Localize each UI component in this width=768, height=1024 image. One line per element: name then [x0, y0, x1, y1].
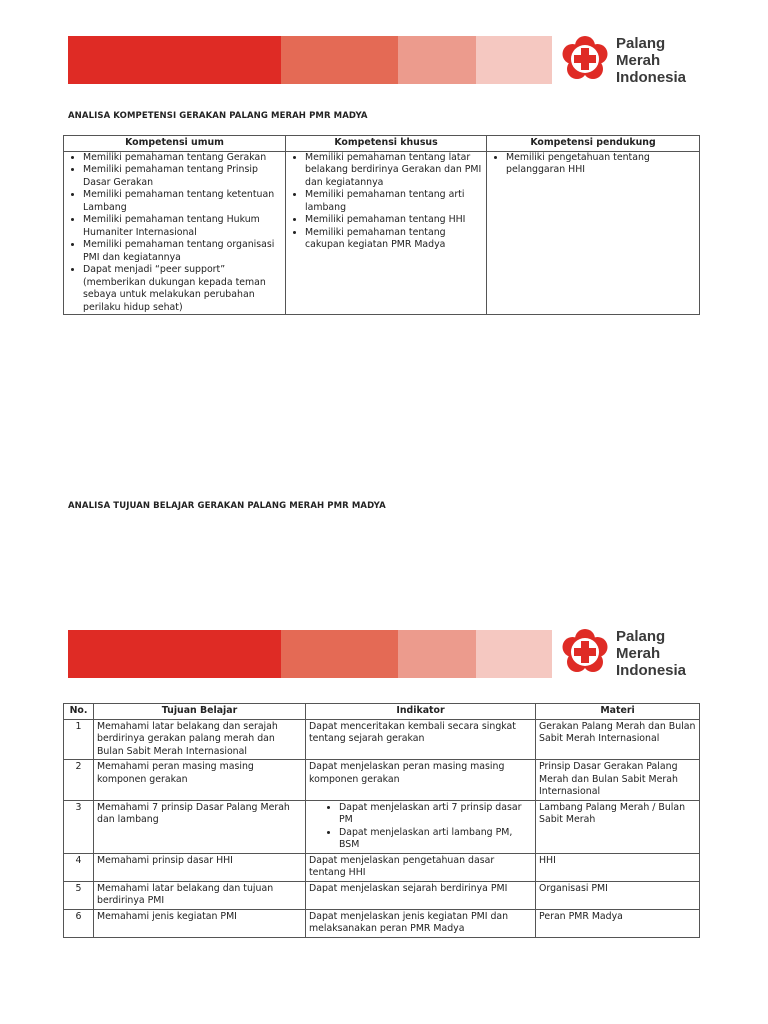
list-item: • Memiliki pengetahuan tentang pelanggaran HHI: [506, 152, 696, 177]
column-header: Indikator: [306, 704, 536, 720]
row-number: 5: [64, 881, 94, 909]
column-header: No.: [64, 704, 94, 720]
kompetensi-pendukung-cell: [487, 151, 700, 315]
list-item: • Memiliki pemahaman tentang cakupan kegiatan PMR Madya: [305, 227, 483, 252]
kompetensi-umum-cell: [64, 151, 286, 315]
list-item: • Dapat menjelaskan arti 7 prinsip dasar PM: [339, 802, 532, 827]
list-item: • Memiliki pemahaman tentang Hukum Humaniter Internasional: [83, 214, 282, 239]
pmi-logo: [560, 628, 686, 679]
logo-line: Indonesia: [616, 69, 687, 86]
indikator-cell: [306, 800, 536, 853]
logo-line: Palang: [616, 35, 666, 52]
indikator-cell: Dapat menceritakan kembali secara singkat tentang sejarah gerakan: [306, 719, 536, 760]
learning-objectives-table: [63, 703, 700, 938]
row-number: 6: [64, 909, 94, 937]
logo-line: Palang: [616, 628, 666, 645]
list-item: • Memiliki pemahaman tentang latar belakang berdirinya Gerakan dan PMI dan kegiatannya: [305, 152, 483, 190]
row-number: 4: [64, 853, 94, 881]
indikator-cell: Dapat menjelaskan jenis kegiatan PMI dan melaksanakan peran PMR Madya: [306, 909, 536, 937]
list-item: • Dapat menjadi “peer support” (memberikan dukungan kepada teman sebaya untuk melakukan perubahan perilaku hidup sehat): [83, 264, 282, 314]
row-number: 1: [64, 719, 94, 760]
competency-table: [63, 135, 700, 315]
materi-cell: HHI: [536, 853, 700, 881]
header-banner: [68, 36, 552, 84]
column-header: Kompetensi pendukung: [487, 136, 700, 152]
list-item: • Memiliki pemahaman tentang organisasi PMI dan kegiatannya: [83, 239, 282, 264]
list-item: • Memiliki pemahaman tentang Prinsip Dasar Gerakan: [83, 164, 282, 189]
table-row: [64, 853, 700, 881]
table-row: [64, 909, 700, 937]
list-item: • Memiliki pemahaman tentang ketentuan Lambang: [83, 189, 282, 214]
table-row: [64, 719, 700, 760]
list-item: • Memiliki pemahaman tentang arti lambang: [305, 189, 483, 214]
row-number: 3: [64, 800, 94, 853]
list-item: • Memiliki pemahaman tentang Gerakan: [83, 152, 282, 165]
logo-line: Merah: [616, 645, 661, 662]
tujuan-cell: Memahami peran masing masing komponen gerakan: [94, 760, 306, 801]
column-header: Materi: [536, 704, 700, 720]
indikator-cell: Dapat menjelaskan pengetahuan dasar tentang HHI: [306, 853, 536, 881]
red-cross-flower-icon: [560, 628, 610, 678]
table-row: [64, 760, 700, 801]
red-cross-flower-icon: [560, 35, 610, 85]
materi-cell: Gerakan Palang Merah dan Bulan Sabit Merah Internasional: [536, 719, 700, 760]
list-item: • Dapat menjelaskan arti lambang PM, BSM: [339, 827, 532, 852]
tujuan-cell: Memahami 7 prinsip Dasar Palang Merah dan lambang: [94, 800, 306, 853]
row-number: 2: [64, 760, 94, 801]
tujuan-cell: Memahami prinsip dasar HHI: [94, 853, 306, 881]
list-item: • Memiliki pemahaman tentang HHI: [305, 214, 483, 227]
column-header: Kompetensi umum: [64, 136, 286, 152]
materi-cell: Lambang Palang Merah / Bulan Sabit Merah: [536, 800, 700, 853]
materi-cell: Peran PMR Madya: [536, 909, 700, 937]
column-header: Tujuan Belajar: [94, 704, 306, 720]
materi-cell: Organisasi PMI: [536, 881, 700, 909]
header-banner: [68, 630, 552, 678]
section-heading: ANALISA TUJUAN BELAJAR GERAKAN PALANG MERAH PMR MADYA: [68, 501, 386, 511]
indikator-cell: Dapat menjelaskan peran masing masing komponen gerakan: [306, 760, 536, 801]
tujuan-cell: Memahami latar belakang dan serajah berdirinya gerakan palang merah dan Bulan Sabit Merah Internasional: [94, 719, 306, 760]
pmi-logo: [560, 35, 686, 86]
logo-line: Indonesia: [616, 662, 687, 679]
kompetensi-khusus-cell: [286, 151, 487, 315]
column-header: Kompetensi khusus: [286, 136, 487, 152]
tujuan-cell: Memahami latar belakang dan tujuan berdirinya PMI: [94, 881, 306, 909]
section-heading: ANALISA KOMPETENSI GERAKAN PALANG MERAH PMR MADYA: [68, 111, 368, 121]
indikator-cell: Dapat menjelaskan sejarah berdirinya PMI: [306, 881, 536, 909]
table-row: [64, 800, 700, 853]
logo-line: Merah: [616, 52, 661, 69]
tujuan-cell: Memahami jenis kegiatan PMI: [94, 909, 306, 937]
materi-cell: Prinsip Dasar Gerakan Palang Merah dan Bulan Sabit Merah Internasional: [536, 760, 700, 801]
table-row: [64, 881, 700, 909]
